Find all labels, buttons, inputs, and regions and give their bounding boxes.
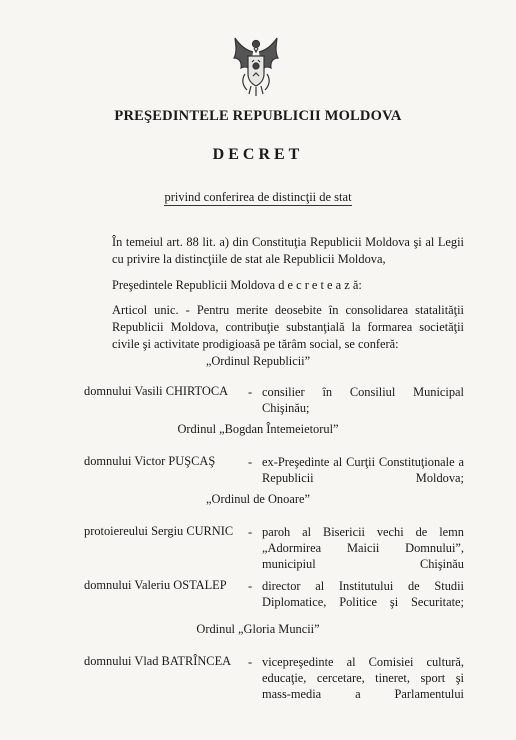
coat-of-arms-icon bbox=[231, 36, 281, 98]
recipient-role: - ex-Preşedinte al Curţii Constituţionale a Republicii Moldova; bbox=[248, 455, 464, 485]
decree-line: Preşedintele Republicii Moldova d e c r e t e a z ă: bbox=[112, 278, 362, 292]
issuer-title: PREŞEDINTELE REPUBLICII MOLDOVA bbox=[114, 108, 402, 124]
order-title: „Ordinul de Onoare” bbox=[206, 492, 310, 506]
article-text: Articol unic. - Pentru merite deosebite în consolidarea statalităţii Republicii Moldova, contribuţie substanţială la formarea societăţii civile şi activitate prodigioasă pe tărâm social, se conferă: bbox=[112, 303, 464, 351]
recipient-name: domnului Vasili CHIRTOCA bbox=[84, 384, 229, 398]
recipient-role: - paroh al Bisericii vechi de lemn „Adormirea Maicii Domnului”, municipiul Chişinău bbox=[248, 525, 464, 571]
order-title: „Ordinul Republicii” bbox=[205, 354, 311, 368]
order-title: Ordinul „Gloria Muncii” bbox=[196, 622, 320, 636]
recipient-name: domnului Victor PUŞCAŞ bbox=[84, 454, 216, 468]
recipient-role: - director al Institutului de Studii Diplomatice, Politice şi Securitate; bbox=[248, 579, 464, 609]
recipient-name: domnului Valeriu OSTALEP bbox=[84, 578, 227, 592]
recipient-name: domnului Vlad BATRÎNCEA bbox=[84, 654, 232, 668]
recipient-role: - vicepreşedinte al Comisiei cultură, educaţie, cercetare, tineret, sport şi mass-media a Parlamentului bbox=[248, 655, 464, 701]
recipient-role: - consilier în Consiliul Municipal Chişinău; bbox=[248, 385, 464, 415]
order-title: Ordinul „Bogdan Întemeietorul” bbox=[177, 422, 339, 436]
preamble: În temeiul art. 88 lit. a) din Constituţia Republicii Moldova şi al Legii cu privire la distincţiile de stat ale Republicii Moldova, bbox=[112, 235, 464, 266]
document-type: DECRET bbox=[212, 146, 304, 163]
recipient-name: protoiereului Sergiu CURNIC bbox=[84, 524, 234, 538]
decree-subject: privind conferirea de distincţii de stat bbox=[164, 190, 352, 204]
